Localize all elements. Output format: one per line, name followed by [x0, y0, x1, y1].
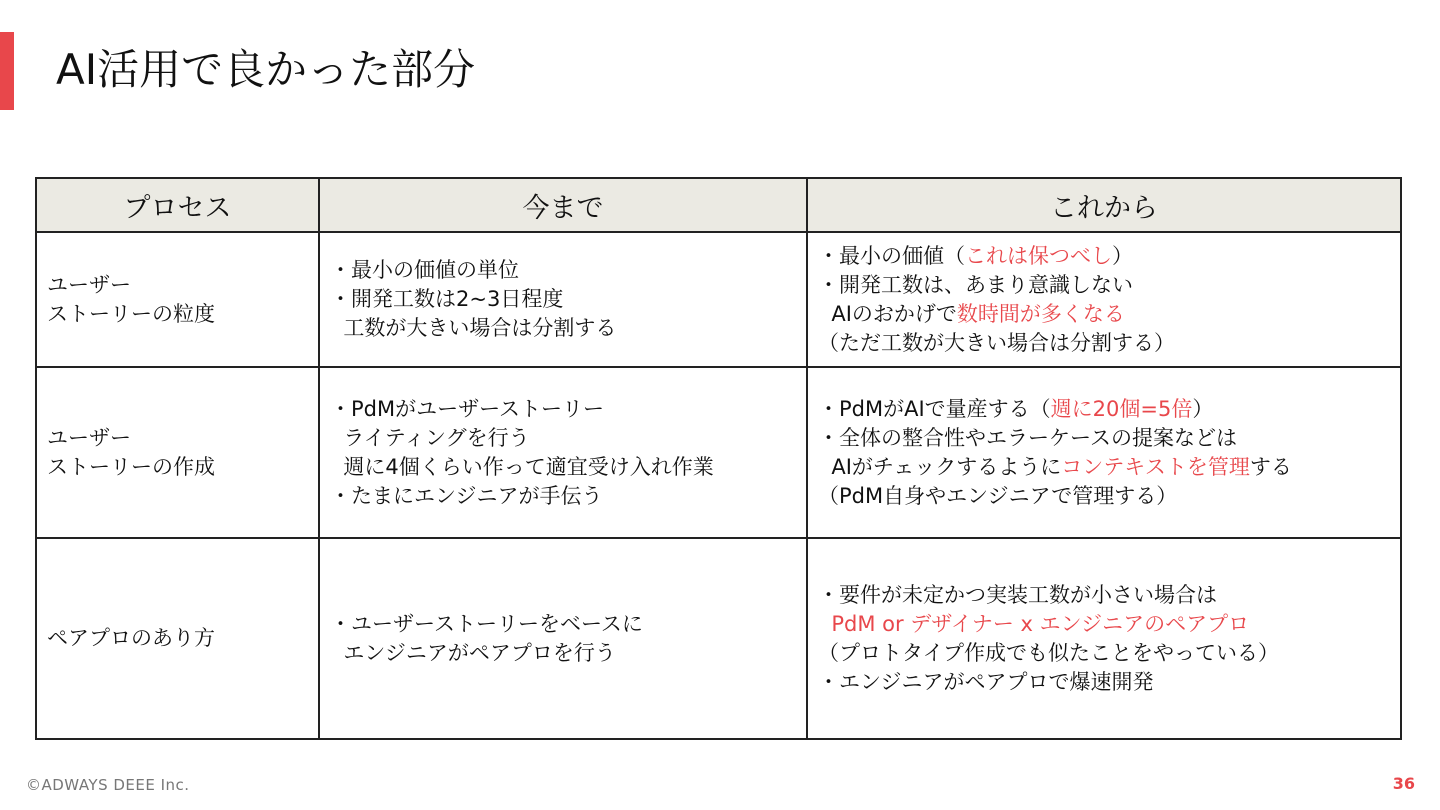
highlighted-text: 数時間が多くなる: [956, 301, 1125, 326]
cell-text: [818, 612, 831, 636]
cell-text: ・最小の価値の単位: [330, 258, 519, 282]
cell-text: （ただ工数が大きい場合は分割する）: [818, 330, 1175, 355]
cell-text: ・PdMがユーザーストーリー: [330, 396, 605, 421]
after-cell: [807, 538, 1401, 739]
process-cell: ペアプロのあり方: [36, 538, 319, 739]
slide-title: AI活用で良かった部分: [56, 45, 476, 94]
cell-line: [818, 329, 1394, 358]
after-cell: [807, 232, 1401, 367]
table-row: [36, 538, 1401, 739]
cell-text: 週に4個くらい作って適宜受け入れ作業: [330, 454, 714, 479]
highlighted-text: 週に20個=5倍: [1050, 396, 1193, 421]
after-cell: [807, 367, 1401, 538]
cell-line: [818, 271, 1394, 300]
cell-line: [330, 639, 800, 668]
cell-line: [818, 610, 1394, 639]
cell-text: ）: [1192, 396, 1214, 421]
cell-line: [818, 639, 1394, 668]
cell-line: [818, 581, 1394, 610]
cell-text: する: [1249, 454, 1292, 479]
cell-line: [818, 424, 1394, 453]
table-row: [36, 367, 1401, 538]
cell-line: [818, 242, 1394, 271]
header-before: 今まで: [319, 178, 807, 232]
header-after: これから: [807, 178, 1401, 232]
cell-text: 工数が大きい場合は分割する: [330, 316, 617, 340]
title-accent-bar: [0, 32, 14, 110]
cell-line: [330, 482, 800, 511]
cell-line: [330, 424, 800, 453]
cell-text: エンジニアがペアプロを行う: [330, 640, 616, 665]
cell-line: [330, 453, 800, 482]
cell-text: ・全体の整合性やエラーケースの提案などは: [818, 425, 1237, 450]
process-cell: ユーザー ストーリーの作成: [36, 367, 319, 538]
highlighted-text: PdM or デザイナー x エンジニアのペアプロ: [831, 611, 1250, 636]
cell-text: （PdM自身やエンジニアで管理する）: [818, 483, 1178, 508]
footer-copyright: ©ADWAYS DEEE Inc.: [26, 776, 190, 794]
cell-line: [330, 610, 800, 639]
table-header-row: [36, 178, 1401, 232]
cell-text: ・ユーザーストーリーをベースに: [330, 611, 643, 636]
page-number: 36: [1392, 774, 1415, 793]
header-process: プロセス: [36, 178, 319, 232]
cell-line: [818, 482, 1394, 511]
cell-text: ・要件が未定かつ実装工数が小さい場合は: [818, 582, 1217, 607]
cell-text: AIがチェックするように: [818, 454, 1062, 479]
cell-text: ・たまにエンジニアが手伝う: [330, 483, 603, 508]
cell-line: [330, 395, 800, 424]
cell-text: ・開発工数は、あまり意識しない: [818, 272, 1133, 297]
cell-text: ・エンジニアがペアプロで爆速開発: [818, 669, 1154, 694]
highlighted-text: これは保つべし: [965, 243, 1112, 268]
process-cell: ユーザー ストーリーの粒度: [36, 232, 319, 367]
before-cell: [319, 538, 807, 739]
cell-text: ）: [1112, 243, 1133, 268]
comparison-table: [35, 177, 1402, 740]
cell-line: [818, 395, 1394, 424]
cell-text: ・PdMがAIで量産する（: [818, 396, 1051, 421]
cell-line: [330, 285, 800, 314]
cell-line: [330, 314, 800, 343]
cell-line: [818, 300, 1394, 329]
before-cell: [319, 232, 807, 367]
cell-text: AIのおかげで: [818, 301, 957, 326]
cell-line: [818, 668, 1394, 697]
cell-text: ・開発工数は2~3日程度: [330, 287, 564, 311]
before-cell: [319, 367, 807, 538]
cell-text: ライティングを行う: [330, 425, 530, 450]
table-row: [36, 232, 1401, 367]
cell-text: （プロトタイプ作成でも似たことをやっている）: [818, 640, 1279, 665]
cell-line: [818, 453, 1394, 482]
cell-text: ・最小の価値（: [818, 243, 965, 268]
cell-line: [330, 256, 800, 285]
highlighted-text: コンテキストを管理: [1061, 454, 1250, 479]
